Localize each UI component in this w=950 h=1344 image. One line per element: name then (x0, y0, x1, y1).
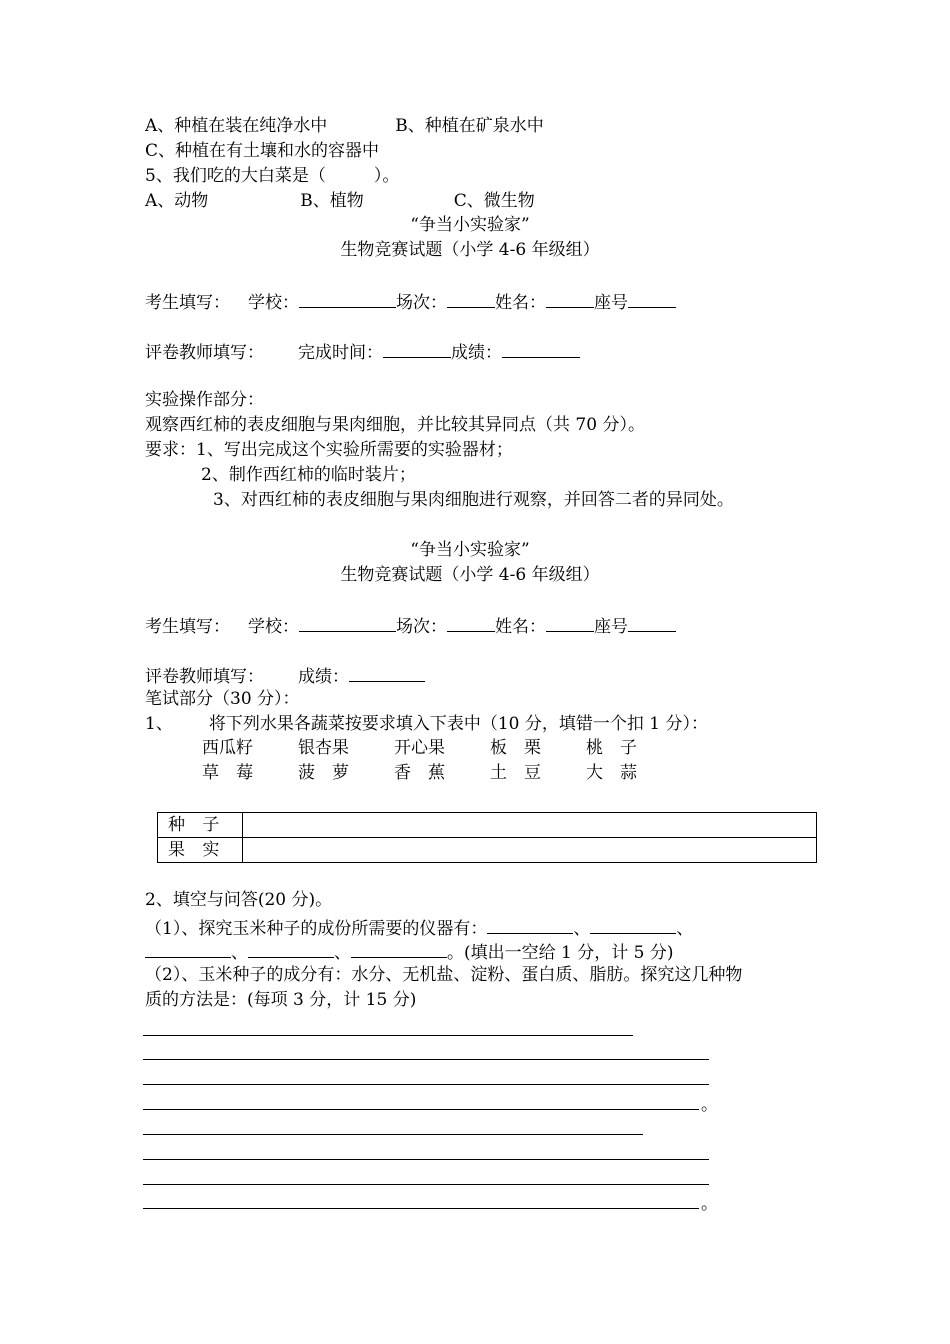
section1-title: “争当小实验家” (410, 215, 530, 235)
list-item: 西瓜籽 (202, 738, 253, 758)
q5-option-b: B、植物 (300, 191, 364, 211)
section1-student-info: 考生填写： 学校： 场次： 姓名： 座号 (145, 290, 676, 313)
score-blank[interactable] (349, 664, 425, 682)
answer-line[interactable] (143, 1059, 709, 1060)
list-item: 香 蕉 (394, 763, 445, 783)
q2-1-line1: （1）、探究玉米种子的成份所需要的仪器有： 、 、 (145, 916, 693, 939)
q2-2-line1: （2）、玉米种子的成分有：水分、无机盐、淀粉、蛋白质、脂肪。探究这几种物 (145, 965, 743, 985)
period-mark: 。 (701, 1095, 718, 1115)
q2-heading: 2、填空与问答(20 分)。 (145, 890, 333, 910)
list-item: 土 豆 (490, 763, 541, 783)
section1-teacher-info: 评卷教师填写： 完成时间： 成绩： (145, 340, 580, 363)
school-blank[interactable] (299, 290, 396, 308)
list-item: 开心果 (394, 738, 445, 758)
instrument-blank-2[interactable] (590, 916, 676, 934)
section2-title: “争当小实验家” (410, 540, 530, 560)
q4-option-b: B、种植在矿泉水中 (395, 116, 544, 136)
section1-part-heading: 实验操作部分： (145, 390, 264, 410)
answer-line[interactable] (143, 1035, 633, 1036)
section2-teacher-info: 评卷教师填写： 成绩： (145, 664, 425, 687)
section2-student-info: 考生填写： 学校： 场次： 姓名： 座号 (145, 614, 676, 637)
q5-option-a: A、动物 (145, 191, 209, 211)
q2-2-line2: 质的方法是：(每项 3 分，计 15 分) (145, 990, 417, 1010)
q4-option-a: A、种植在装在纯净水中 (145, 116, 328, 136)
list-item: 大 蒜 (586, 763, 637, 783)
answer-line[interactable] (143, 1084, 709, 1085)
instrument-blank-4[interactable] (248, 940, 334, 958)
section1-req1: 要求：1、写出完成这个实验所需要的实验器材； (145, 440, 513, 460)
time-blank[interactable] (383, 340, 451, 358)
list-item: 板 栗 (490, 738, 541, 758)
q1-line: 1、 将下列水果各蔬菜按要求填入下表中（10 分，填错一个扣 1 分）： (145, 714, 708, 734)
list-item: 银杏果 (298, 738, 349, 758)
section1-subtitle: 生物竞赛试题（小学 4-6 年级组） (340, 240, 600, 260)
school-blank[interactable] (299, 614, 396, 632)
q5-stem: 5、我们吃的大白菜是（ ）。 (145, 166, 400, 186)
instrument-blank-3[interactable] (145, 940, 231, 958)
section1-req2: 2、制作西红柿的临时装片； (201, 465, 416, 485)
list-item: 草 莓 (202, 763, 253, 783)
answer-line[interactable] (143, 1184, 709, 1185)
table-row (158, 813, 817, 838)
q1-items-row2 (202, 763, 637, 783)
instrument-blank-1[interactable] (487, 916, 573, 934)
period-mark: 。 (701, 1194, 718, 1214)
section1-task: 观察西红柿的表皮细胞与果肉细胞，并比较其异同点（共 70 分）。 (145, 415, 645, 435)
name-blank[interactable] (546, 614, 594, 632)
q2-1-line2: 、 、 。(填出一空给 1 分，计 5 分) (145, 940, 674, 963)
instrument-blank-5[interactable] (351, 940, 447, 958)
section2-subtitle: 生物竞赛试题（小学 4-6 年级组） (340, 565, 600, 585)
fruit-label: 果 实 (158, 838, 243, 863)
seed-label: 种 子 (158, 813, 243, 838)
list-item: 桃 子 (586, 738, 637, 758)
session-blank[interactable] (447, 290, 495, 308)
answer-line[interactable] (143, 1159, 709, 1160)
seed-answer-cell[interactable] (243, 813, 817, 838)
answer-line[interactable] (143, 1208, 699, 1209)
section1-req3: 3、对西红柿的表皮细胞与果肉细胞进行观察，并回答二者的异同处。 (213, 490, 734, 510)
answer-line[interactable] (143, 1134, 643, 1135)
score-blank[interactable] (502, 340, 580, 358)
q5-option-c: C、微生物 (453, 191, 535, 211)
table-row (158, 838, 817, 863)
list-item: 菠 萝 (298, 763, 349, 783)
seat-blank[interactable] (628, 614, 676, 632)
session-blank[interactable] (447, 614, 495, 632)
answer-line[interactable] (143, 1109, 699, 1110)
seat-blank[interactable] (628, 290, 676, 308)
fruit-answer-cell[interactable] (243, 838, 817, 863)
q5-options (145, 191, 535, 211)
section2-part-heading: 笔试部分（30 分）： (145, 689, 300, 709)
name-blank[interactable] (546, 290, 594, 308)
q1-items-row1 (202, 738, 637, 758)
q4-options-line (145, 116, 544, 136)
classification-table (157, 812, 817, 863)
q4-option-c: C、种植在有土壤和水的容器中 (145, 141, 380, 161)
